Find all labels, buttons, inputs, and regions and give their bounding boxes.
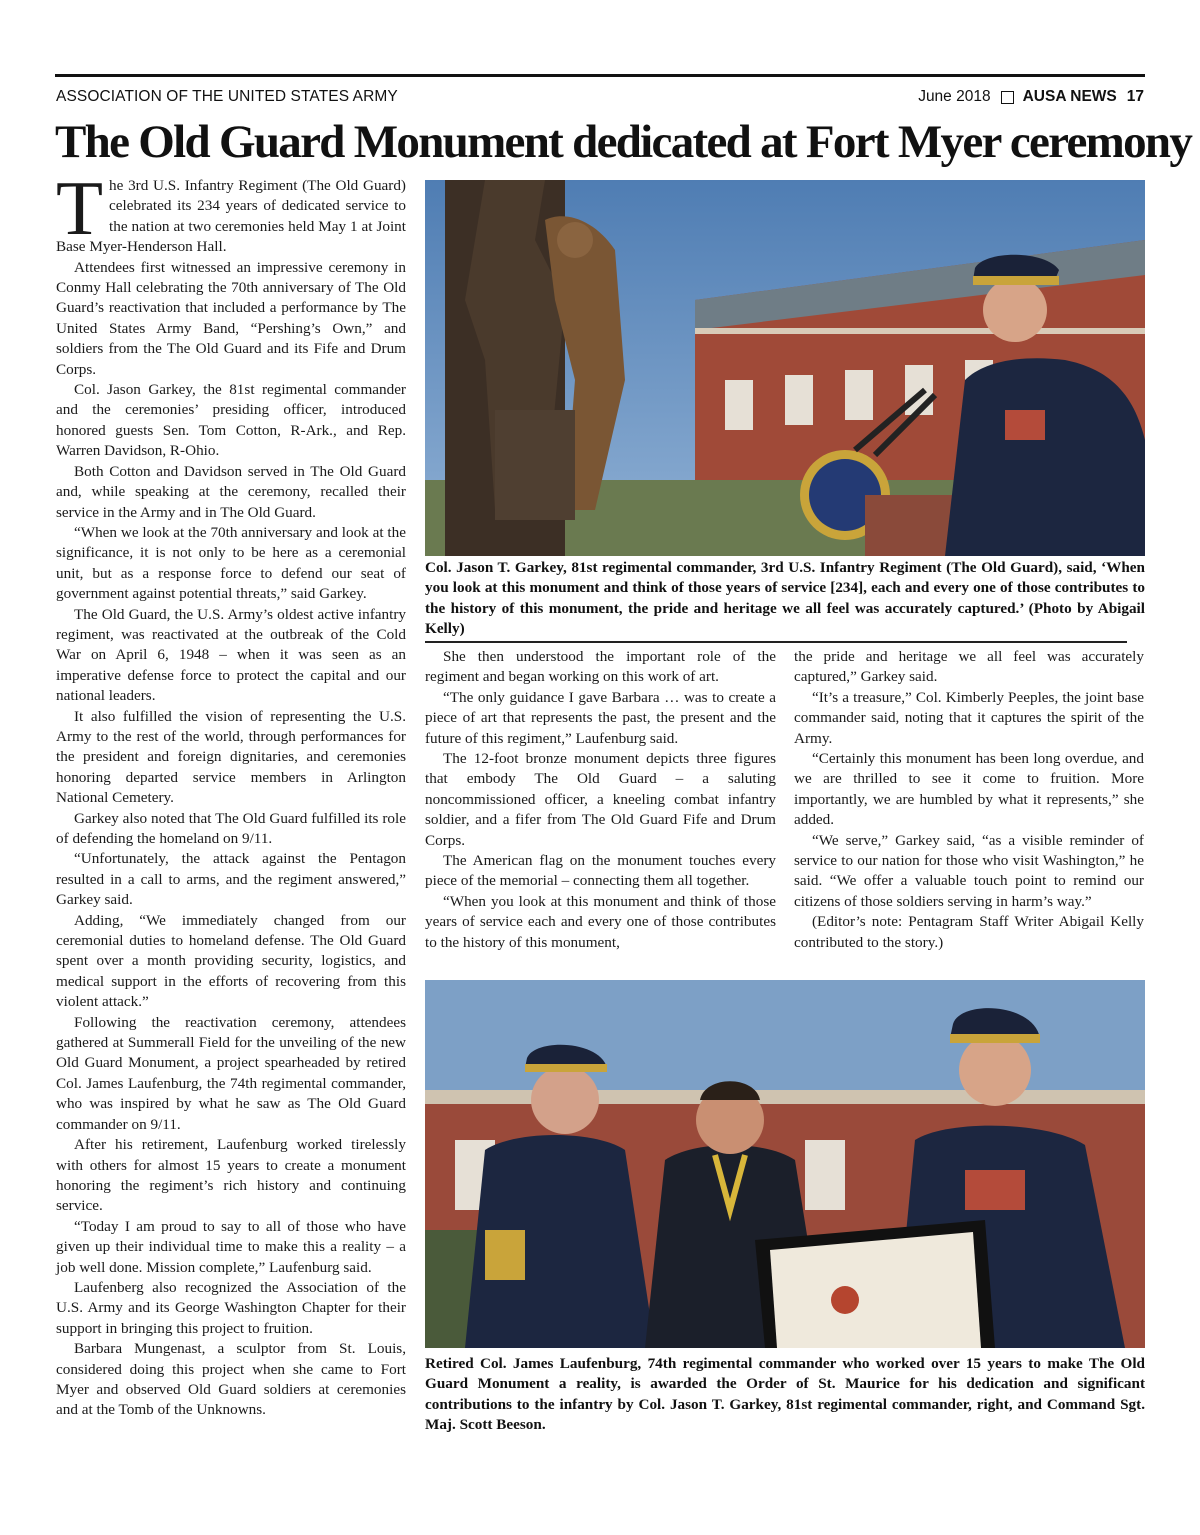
- photo-monument-speaker: [425, 180, 1145, 556]
- article-paragraph: “Unfortunately, the attack against the Pentagon resulted in a call to arms, and the regiment answered,” Garkey said.: [56, 850, 406, 909]
- article-column-2: [425, 647, 776, 953]
- header-meta: [918, 88, 1144, 106]
- article-paragraph: “It’s a treasure,” Col. Kimberly Peeples, the joint base commander said, noting that it captures the spirit of the Army.: [794, 688, 1144, 747]
- monument-speaker-illustration: [425, 180, 1145, 556]
- article-paragraph: “We serve,” Garkey said, “as a visible reminder of service to our nation for those who visit Washington,” he said. “We offer a valuable touch point to remind our citizens of those soldiers serving in harm’s way.”: [794, 831, 1144, 910]
- award-presentation-illustration: [425, 980, 1145, 1348]
- article-paragraph-1: The 3rd U.S. Infantry Regiment (The Old Guard) celebrated its 234 years of dedicated service to the nation at two ceremonies held May 1 at Joint Base Myer-Henderson Hall.: [56, 165, 406, 256]
- article-paragraph: “Certainly this monument has been long overdue, and we are thrilled to see it come to fruition. More importantly, we are humbled by what it represents,” she added.: [794, 750, 1144, 829]
- article-paragraph: Adding, “We immediately changed from our ceremonial duties to homeland defense. The Old Guard spent over a month providing security, logistics, and medical support in the efforts of recovering from this violent attack.”: [56, 911, 406, 1011]
- editors-note: (Editor’s note: Pentagram Staff Writer Abigail Kelly contributed to the story.): [794, 913, 1144, 951]
- square-icon: [1001, 91, 1014, 104]
- article-title: The Old Guard Monument dedicated at Fort Myer ceremony: [55, 116, 1192, 168]
- header-rule: [55, 74, 1145, 77]
- article-paragraph-continuation: the pride and heritage we all feel was accurately captured,” Garkey said.: [794, 648, 1144, 686]
- photo-caption-2: Retired Col. James Laufenburg, 74th regimental commander who worked over 15 years to make The Old Guard Monument a reality, is awarded the Order of St. Maurice for his dedication and significant contributions to the infantry by Col. Jason T. Garkey, 81st regimental commander, right, and Command Sgt. Maj. Scott Beeson.: [425, 1355, 1145, 1434]
- article-paragraph: The Old Guard, the U.S. Army’s oldest active infantry regiment, was reactivated at the outbreak of the Cold War on April 6, 1948 – when it was seen as an imperative defense force to protect the capital and our national leaders.: [56, 605, 406, 705]
- section-rule: [425, 641, 1127, 643]
- article-paragraph: The American flag on the monument touches every piece of the memorial – connecting them all together.: [425, 852, 776, 890]
- article-paragraph: After his retirement, Laufenburg worked tirelessly with others for almost 15 years to create a monument honoring the regiment’s rich history and continuing service.: [56, 1136, 406, 1215]
- article-paragraph: Both Cotton and Davidson served in The Old Guard and, while speaking at the ceremony, recalled their service in the Army and in The Old Guard.: [56, 462, 406, 521]
- article-paragraph: “The only guidance I gave Barbara … was to create a piece of art that represents the past, the present and the future of this regiment,” Laufenburg said.: [425, 688, 776, 747]
- article-paragraph: Barbara Mungenast, a sculptor from St. Louis, considered doing this project when she came to Fort Myer and observed Old Guard soldiers at ceremonies and at the Tomb of the Unknowns.: [56, 1340, 406, 1419]
- article-paragraph: Attendees first witnessed an impressive ceremony in Conmy Hall celebrating the 70th anniversary of The Old Guard’s reactivation that included a performance by The United States Army Band, “Pershing’s Own,” and soldiers from the The Old Guard and its Fife and Drum Corps.: [56, 258, 406, 378]
- header-organization: ASSOCIATION OF THE UNITED STATES ARMY: [56, 88, 398, 105]
- photo-award-presentation: [425, 980, 1145, 1348]
- article-paragraph: Garkey also noted that The Old Guard fulfilled its role of defending the homeland on 9/11.: [56, 809, 406, 847]
- header-date: June 2018: [918, 88, 991, 105]
- article-column-3: [794, 647, 1144, 953]
- article-paragraph: It also fulfilled the vision of representing the U.S. Army to the rest of the world, through performances for the president and foreign dignitaries, and ceremonies honoring departed service members in Arlington National Cemetery.: [56, 707, 406, 807]
- article-paragraph: The 12-foot bronze monument depicts three figures that embody The Old Guard – a saluting noncommissioned officer, a kneeling combat infantry soldier, and a fifer from The Old Guard Fife and Drum Corps.: [425, 750, 776, 849]
- article-paragraph: She then understood the important role of the regiment and began working on this work of art.: [425, 648, 776, 686]
- article-paragraph: Following the reactivation ceremony, attendees gathered at Summerall Field for the unveiling of the new Old Guard Monument, a project spearheaded by retired Col. James Laufenburg, the 74th regimental commander, who was inspired by what he saw as The Old Guard commander on 9/11.: [56, 1013, 406, 1133]
- header-publication: AUSA NEWS: [1022, 88, 1117, 105]
- page-number: 17: [1126, 88, 1144, 105]
- article-paragraph: Col. Jason Garkey, the 81st regimental commander and the ceremonies’ presiding officer, introduced honored guests Sen. Tom Cotton, R-Ark., and Rep. Warren Davidson, R-Ohio.: [56, 381, 406, 460]
- drop-cap: T: [56, 165, 104, 251]
- article-paragraph-continued: “When you look at this monument and think of those years of service each and every one of those contributes to the history of this monument,: [425, 892, 776, 951]
- photo-caption-1: Col. Jason T. Garkey, 81st regimental commander, 3rd U.S. Infantry Regiment (The Old Guard), said, ‘When you look at this monument and think of those years of service [234], each and every one of those contributes to the history of this monument, the pride and heritage we all feel was accurately captured.’ (Photo by Abigail Kelly): [425, 559, 1145, 638]
- article-column-1: [56, 165, 406, 1421]
- article-paragraph: “Today I am proud to say to all of those who have given up their individual time to make this a reality – a job well done. Mission complete,” Laufenburg said.: [56, 1217, 406, 1276]
- article-paragraph: “When we look at the 70th anniversary and look at the significance, it is not only to be here as a ceremonial unit, but as a response force to defend our seat of government against potential threats,” said Garkey.: [56, 523, 406, 603]
- article-paragraph: Laufenberg also recognized the Association of the U.S. Army and its George Washington Chapter for their support in bringing this project to fruition.: [56, 1278, 406, 1337]
